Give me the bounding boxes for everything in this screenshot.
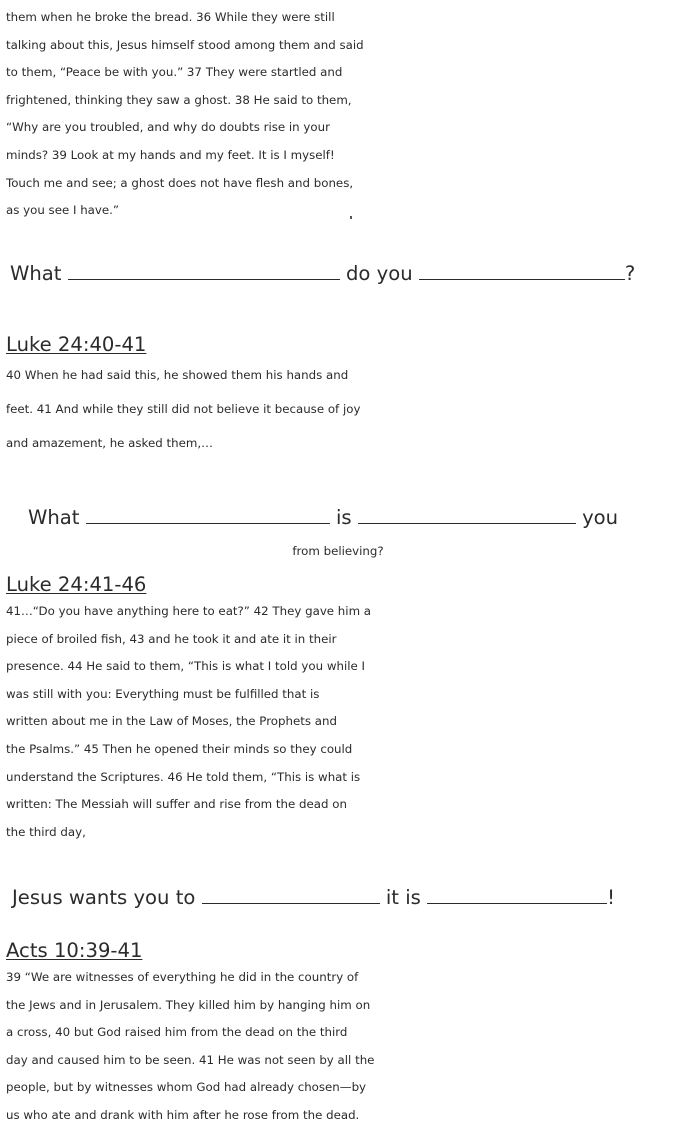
passage-line: and amazement, he asked them,… (6, 436, 213, 450)
fill-word: Jesus wants you to (12, 886, 196, 909)
answer-blank[interactable] (86, 522, 330, 524)
passage-luke-24-35-39 (6, 4, 670, 225)
passage-line: the Psalms.” 45 Then he opened their minds so they could (6, 741, 353, 756)
passage-line: presence. 44 He said to them, “This is what I told you while I (6, 659, 365, 674)
scripture-reference: Luke 24:40-41 (6, 333, 147, 356)
passage-line: written: The Messiah will suffer and rise from the dead on (6, 797, 347, 812)
fill-word: What (28, 506, 80, 529)
fill-word: ? (624, 262, 636, 285)
passage-line: the Jews and in Jerusalem. They killed him by hanging him on (6, 997, 371, 1012)
answer-blank[interactable] (202, 902, 380, 904)
fill-word: ! (607, 886, 615, 909)
passage-line: “Why are you troubled, and why do doubts rise in your (6, 120, 330, 135)
passage-line: them when he broke the bread. 36 While they were still (6, 10, 335, 24)
scripture-reference: Luke 24:41-46 (6, 573, 147, 596)
passage-line: to them, “Peace be with you.” 37 They were startled and (6, 65, 343, 80)
fill-in-question-2-line-2: from believing? (292, 544, 384, 558)
passage-line: talking about this, Jesus himself stood among them and said (6, 37, 364, 52)
fill-word: What (10, 262, 62, 285)
answer-blank[interactable] (427, 902, 607, 904)
passage-line: 41…“Do you have anything here to eat?” 42 They gave him a (6, 604, 372, 618)
passage-line: day and caused him to be seen. 41 He was not seen by all the (6, 1052, 375, 1067)
section-luke-24-41-46 (6, 572, 670, 846)
passage-line: us who ate and drank with him after he rose from the dead. (6, 1107, 360, 1122)
fill-word: do you (345, 262, 413, 285)
answer-blank[interactable] (419, 278, 625, 280)
answer-blank[interactable] (68, 278, 340, 280)
passage-line: feet. 41 And while they still did not believe it because of joy (6, 402, 361, 416)
passage-line: the third day, (6, 824, 86, 839)
section-luke-24-40-41 (6, 332, 670, 460)
passage-line: minds? 39 Look at my hands and my feet. It is I myself! (6, 147, 335, 162)
fill-in-question-2 (28, 504, 618, 531)
fill-in-question-1 (10, 260, 635, 287)
passage-line: frightened, thinking they saw a ghost. 38 He said to them, (6, 92, 352, 107)
passage-line: 39 “We are witnesses of everything he did in the country of (6, 970, 359, 984)
passage-line: written about me in the Law of Moses, the Prophets and (6, 714, 337, 729)
fill-in-question-3 (12, 884, 615, 911)
answer-blank[interactable] (358, 522, 576, 524)
passage-line: as you see I have.” (6, 203, 119, 218)
passage-line: piece of broiled fish, 43 and he took it and ate it in their (6, 631, 337, 646)
passage-line: a cross, 40 but God raised him from the dead on the third (6, 1025, 348, 1040)
passage-line: 40 When he had said this, he showed them his hands and (6, 368, 349, 382)
passage-line: Touch me and see; a ghost does not have flesh and bones, (6, 175, 354, 190)
fill-word: you (582, 506, 619, 529)
passage-line: was still with you: Everything must be fulfilled that is (6, 686, 320, 701)
scripture-reference: Acts 10:39-41 (6, 939, 143, 962)
section-acts-10-39-41 (6, 938, 670, 1130)
scan-speck (350, 216, 352, 219)
passage-line: understand the Scriptures. 46 He told them, “This is what is (6, 769, 361, 784)
fill-word: is (335, 506, 352, 529)
fill-word: it is (385, 886, 421, 909)
passage-line: people, but by witnesses whom God had already chosen—by (6, 1080, 367, 1095)
